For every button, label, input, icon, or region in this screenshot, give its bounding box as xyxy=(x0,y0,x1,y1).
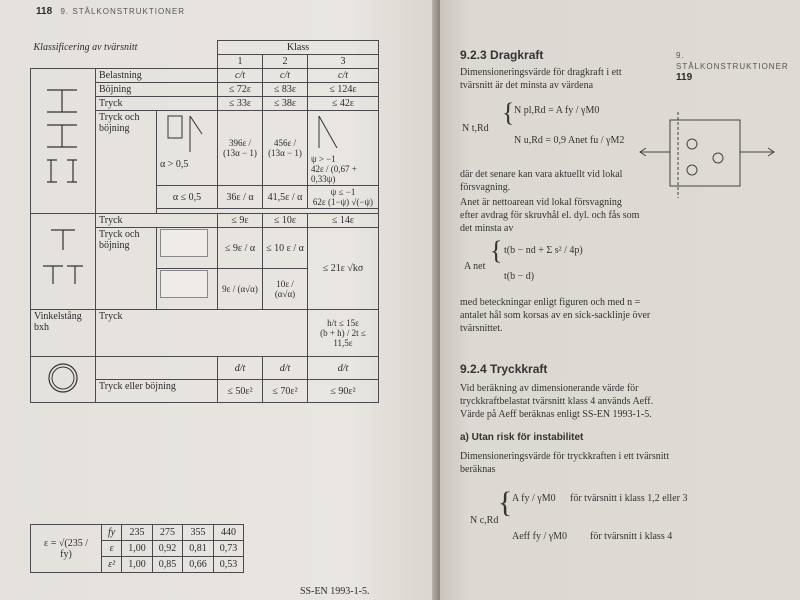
outstand-figure xyxy=(31,214,96,310)
belastning-c2: c/t xyxy=(263,69,308,83)
klass-header: Klass xyxy=(218,41,379,55)
s924-intro: Vid beräkning av dimensionerande värde för tryckkraftbelastat tvärsnitt klass 4 används Aeff. Värde på Aeff beräknas enligt SS-EN 1993-1-5. xyxy=(460,383,654,420)
tob-c2-le: 41,5ε / α xyxy=(263,186,308,209)
footer-fragment: SS-EN 1993-1-5. xyxy=(300,586,370,597)
formula-nc2: Aeff fy / γM0 xyxy=(512,531,568,542)
brace-1-icon: { xyxy=(502,98,515,127)
formula-nc1-note: för tvärsnitt i klass 1,2 eller 3 xyxy=(570,493,688,504)
i-beam-sections-icon xyxy=(37,80,89,200)
eps2-row-3: 0,66 xyxy=(183,557,214,573)
right-chapter-header: 9. STÅLKONSTRUKTIONER xyxy=(676,51,789,71)
section-923-title: 9.2.3 Dragkraft xyxy=(460,48,544,62)
left-page-number: 118 xyxy=(36,6,53,17)
formula-ntrd-label: N t,Rd xyxy=(462,123,489,134)
vinkelstang-c3 xyxy=(308,310,379,357)
para-lokal: där det senare kan vara aktuellt vid lokal försvagning. xyxy=(460,169,623,193)
psi-gt-text: ψ > −1 xyxy=(311,154,336,164)
belastning-c3: c/t xyxy=(308,69,379,83)
brace-2-icon: { xyxy=(490,236,503,265)
alpha-le-text: α ≤ 0,5 xyxy=(157,186,218,209)
row-belastning-label: Belastning xyxy=(96,69,218,83)
para-beteck: med beteckningar enligt figuren och med n = antalet hål som korsas av en sick-sacklinje över tvärsnittet. xyxy=(460,297,651,334)
classification-table xyxy=(30,40,379,403)
plate-figure-b-icon xyxy=(160,270,208,298)
right-page xyxy=(440,0,800,600)
eps-row-0: ε xyxy=(102,541,122,557)
vinkelstang-label: Vinkelstång xyxy=(34,311,82,322)
subsection-a: a) Utan risk för instabilitet xyxy=(460,432,584,443)
c3-le-text: 62ε (1−ψ) √(−ψ) xyxy=(312,197,374,207)
outstand-tryck-c3: ≤ 14ε xyxy=(308,214,379,228)
row-tob-label: Tryck och böjning xyxy=(96,111,157,214)
row-outstand-tob-label: Tryck och böjning xyxy=(96,228,157,310)
tube-figure xyxy=(31,357,96,403)
formula-nu: N u,Rd = 0,9 Anet fu / γM2 xyxy=(514,135,625,146)
eps-row-1: 1,00 xyxy=(122,541,153,557)
tube-c2: ≤ 70ε² xyxy=(263,380,308,403)
tube-c3: ≤ 90ε² xyxy=(308,380,379,403)
eps-head-3: 355 xyxy=(183,525,214,541)
outstand-tob-c2a: ≤ 10 ε / α xyxy=(263,228,308,269)
eps2-row-1: 1,00 xyxy=(122,557,153,573)
eps-head-2: 275 xyxy=(152,525,183,541)
brace-3-icon: { xyxy=(498,486,513,519)
eps2-row-0: ε² xyxy=(102,557,122,573)
row-bojning-label: Böjning xyxy=(96,83,218,97)
plate-figure-icon xyxy=(160,229,208,257)
tryck-c3: ≤ 42ε xyxy=(308,97,379,111)
epsilon-table xyxy=(30,524,244,573)
t-sections-icon xyxy=(37,220,89,300)
eps-formula: ε = √(235 / fy) xyxy=(31,525,102,573)
bojning-c3: ≤ 124ε xyxy=(308,83,379,97)
tube-label: Tryck eller böjning xyxy=(96,380,218,403)
eps2-row-4: 0,53 xyxy=(213,557,244,573)
tube-c1: ≤ 50ε² xyxy=(218,380,263,403)
formula-anet-label: A net xyxy=(464,261,486,272)
vinkelstang-load: Tryck xyxy=(96,310,308,357)
table-title: Klassificering av tvärsnitt xyxy=(31,41,218,69)
formula-npl: N pl,Rd = A fy / γM0 xyxy=(514,105,600,116)
c3-gt-text: 42ε / (0,67 + 0,33ψ) xyxy=(311,164,357,184)
psi-le-text: ψ ≤ −1 xyxy=(330,187,356,197)
alpha-gt-text: α > 0,5 xyxy=(160,159,189,170)
stress-diagram-icon xyxy=(160,112,210,156)
tryck-c2: ≤ 38ε xyxy=(263,97,308,111)
outstand-tob-c3: ≤ 21ε √kσ xyxy=(308,228,379,310)
outstand-tryck-c2: ≤ 10ε xyxy=(263,214,308,228)
para-anet: Anet är nettoarean vid lokal försvagning efter avdrag för skruvhål el. dyl. och fås som det minsta av xyxy=(460,197,640,234)
tube-head-2: d/t xyxy=(263,357,308,380)
eps-row-3: 0,81 xyxy=(183,541,214,557)
row-tryck-label: Tryck xyxy=(96,97,218,111)
left-chapter-header: 9. STÅLKONSTRUKTIONER xyxy=(60,7,186,16)
eps-head-4: 440 xyxy=(213,525,244,541)
tob-c1-gt: 396ε / (13α − 1) xyxy=(218,111,263,186)
tube-section-icon xyxy=(37,358,89,398)
tob-c3-gt xyxy=(308,111,379,186)
formula-nc-label: N c,Rd xyxy=(470,515,499,526)
tob-c2-gt: 456ε / (13α − 1) xyxy=(263,111,308,186)
left-page-header xyxy=(36,6,185,17)
eps-head-0: fy xyxy=(102,525,122,541)
eps2-row-2: 0,85 xyxy=(152,557,183,573)
class-3-header: 3 xyxy=(308,55,379,69)
vinkelstang-sub: bxh xyxy=(34,322,49,333)
tob-c1-le: 36ε / α xyxy=(218,186,263,209)
formula-anet-2: t(b − d) xyxy=(504,271,535,282)
para-dim: Dimensioneringsvärde för tryckkraften i ett tvärsnitt beräknas xyxy=(460,451,670,475)
eps-row-2: 0,92 xyxy=(152,541,183,557)
formula-nc1: A fy / γM0 xyxy=(512,493,556,504)
tob-c3-le xyxy=(308,186,379,209)
psi-stress-icon xyxy=(311,112,367,152)
tube-head-1: d/t xyxy=(218,357,263,380)
tob-alpha-gt xyxy=(157,111,218,186)
class-1-header: 1 xyxy=(218,55,263,69)
right-page-header xyxy=(676,50,800,83)
vinkelstang-cell xyxy=(31,310,96,357)
outstand-tob-c1b: 9ε / (α√α) xyxy=(218,269,263,310)
eps-head-1: 235 xyxy=(122,525,153,541)
row-outstand-tryck-label: Tryck xyxy=(96,214,218,228)
section-924-title: 9.2.4 Tryckkraft xyxy=(460,362,548,376)
tube-head-3: d/t xyxy=(308,357,379,380)
vinkelstang-c3b: (b + h) / 2t ≤ 11,5ε xyxy=(320,328,366,348)
s923-intro: Dimensioneringsvärde för dragkraft i ett tvärsnitt är det minsta av värdena xyxy=(460,67,622,91)
bojning-c2: ≤ 83ε xyxy=(263,83,308,97)
formula-nc2-note: för tvärsnitt i klass 4 xyxy=(590,531,673,542)
belastning-c1: c/t xyxy=(218,69,263,83)
outstand-fig-b xyxy=(157,269,218,310)
formula-anet-1: t(b − nd + Σ s² / 4p) xyxy=(504,245,583,256)
net-area-figure-icon xyxy=(636,108,786,200)
internal-part-figure xyxy=(31,69,96,214)
class-2-header: 2 xyxy=(263,55,308,69)
outstand-fig-a xyxy=(157,228,218,269)
bojning-c1: ≤ 72ε xyxy=(218,83,263,97)
outstand-tob-c1a: ≤ 9ε / α xyxy=(218,228,263,269)
tryck-c1: ≤ 33ε xyxy=(218,97,263,111)
eps-row-4: 0,73 xyxy=(213,541,244,557)
tube-blank xyxy=(96,357,218,380)
outstand-tryck-c1: ≤ 9ε xyxy=(218,214,263,228)
right-page-number: 119 xyxy=(676,72,693,83)
outstand-tob-c2b: 10ε / (α√α) xyxy=(263,269,308,310)
vinkelstang-c3a: h/t ≤ 15ε xyxy=(327,318,359,328)
